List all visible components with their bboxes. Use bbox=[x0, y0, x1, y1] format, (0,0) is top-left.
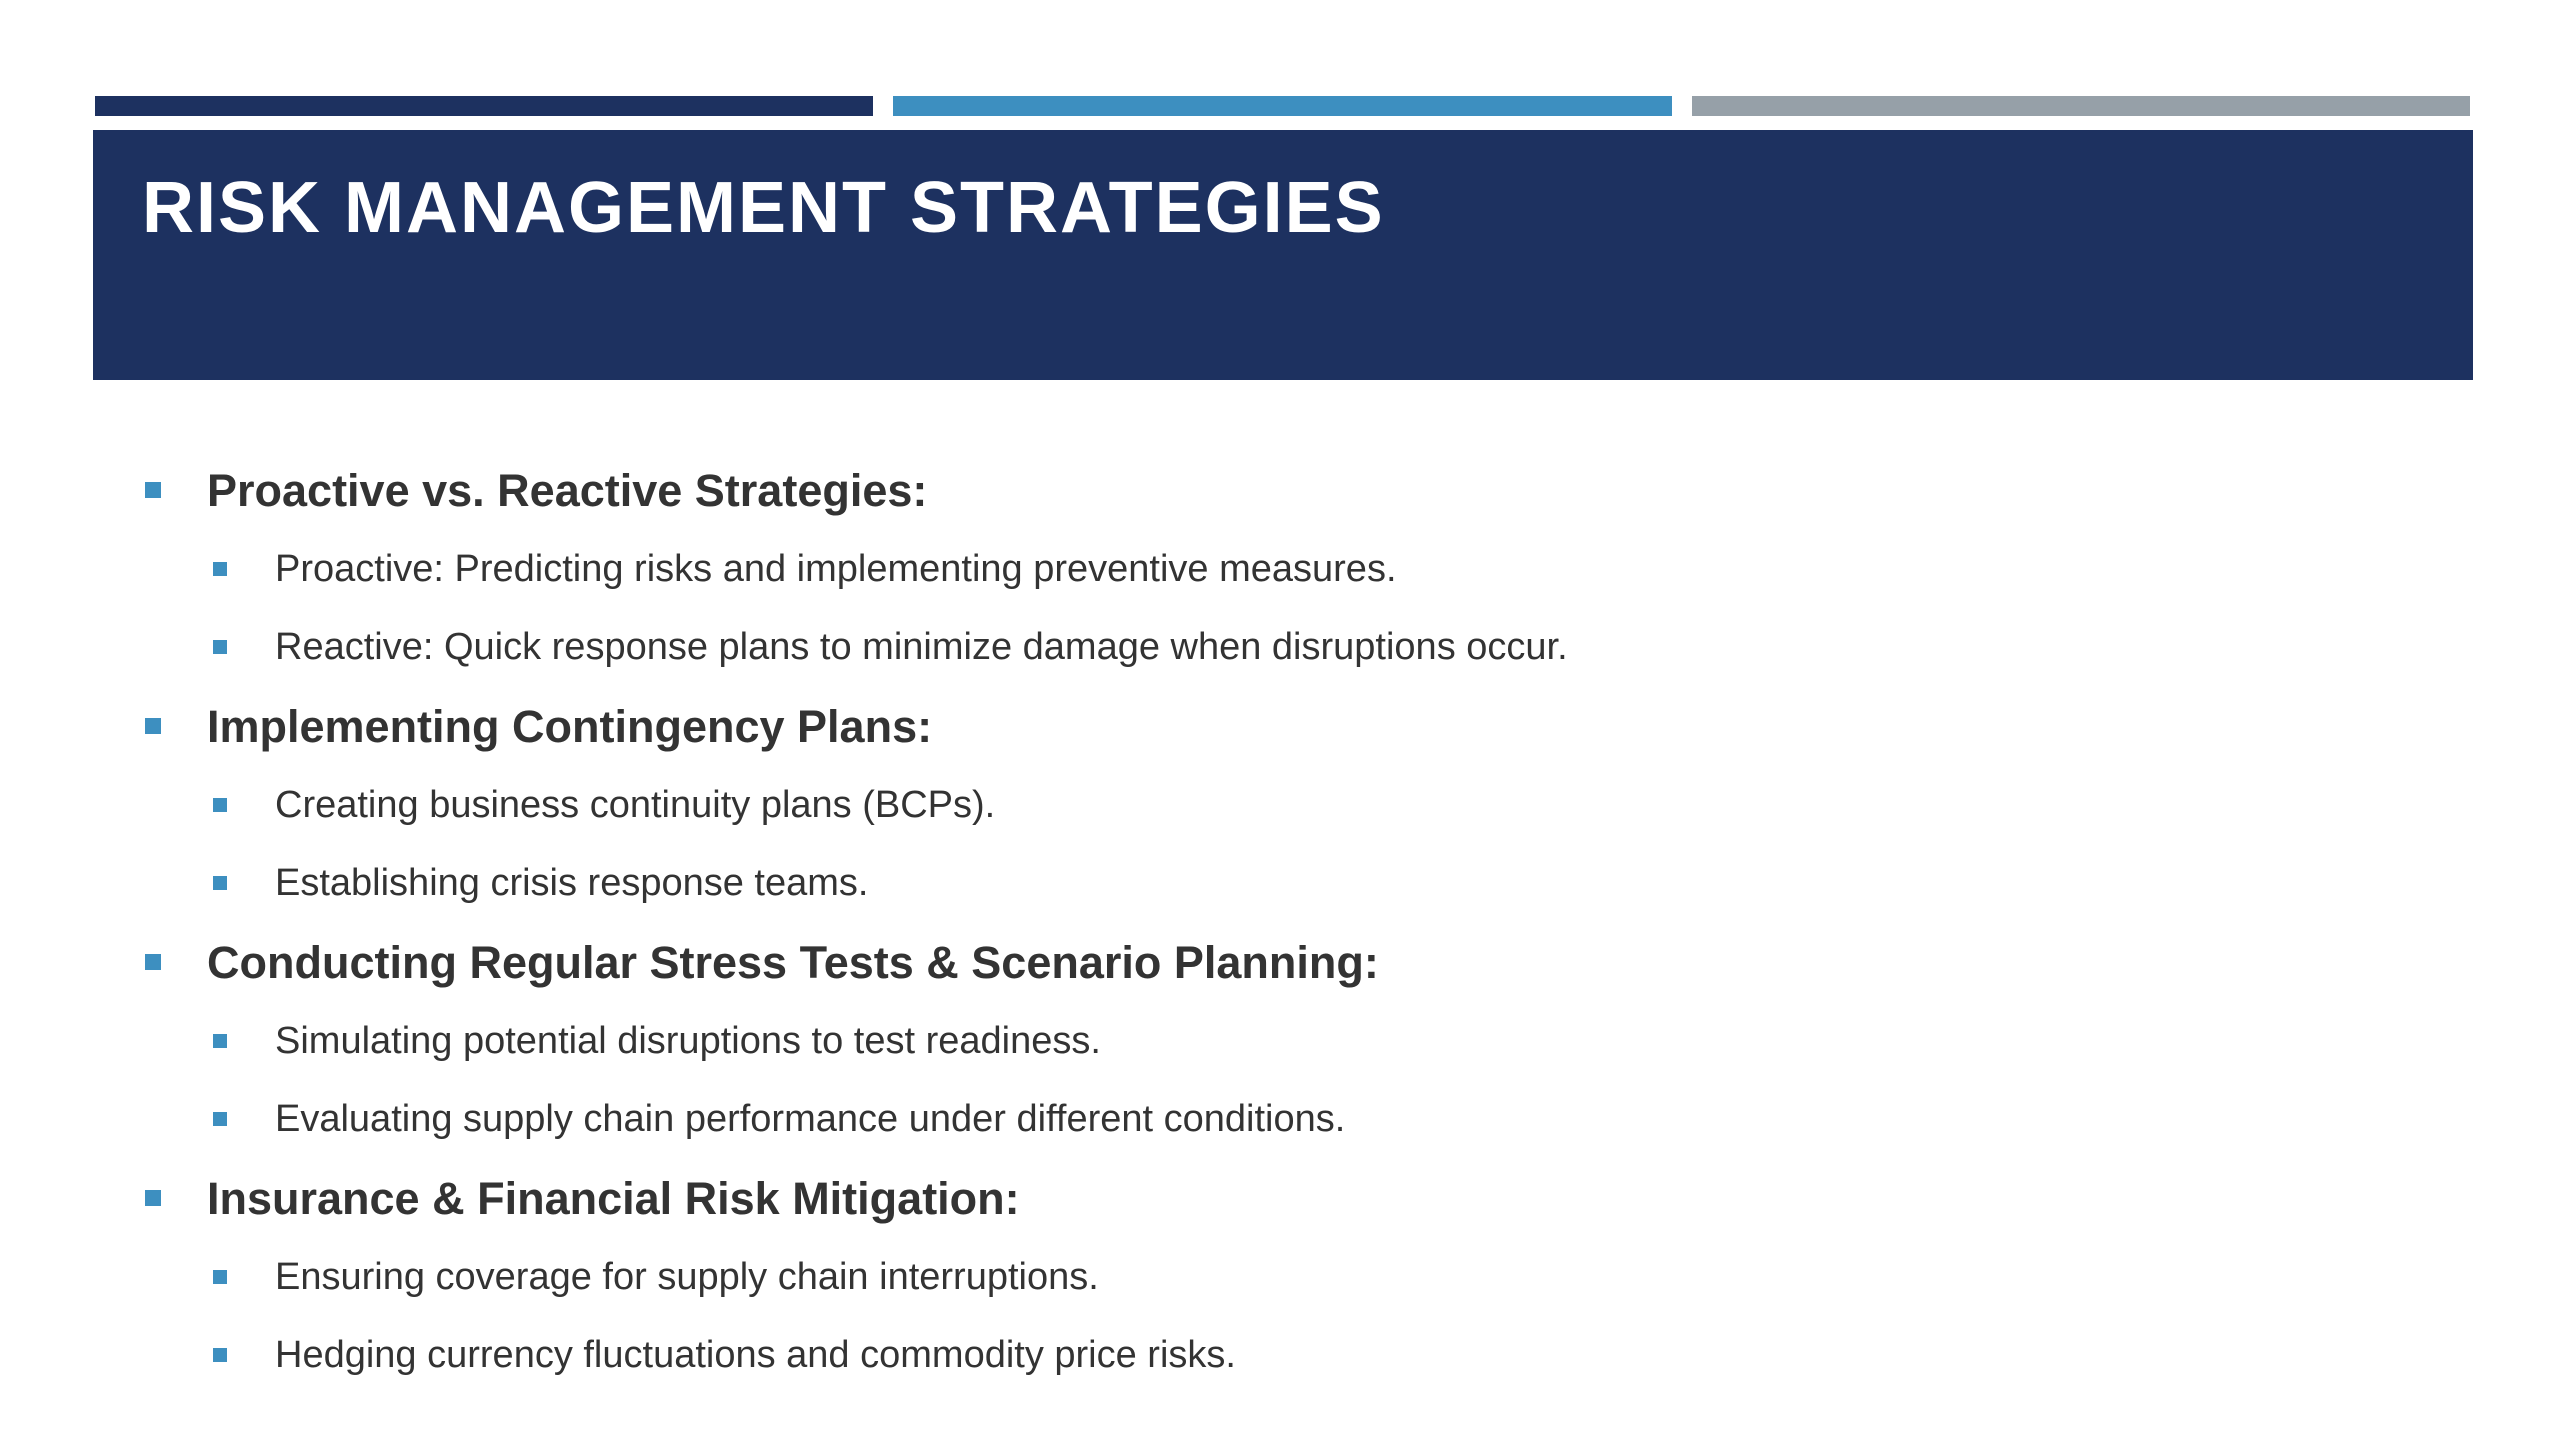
list-item-text: Ensuring coverage for supply chain interruptions. bbox=[275, 1256, 1099, 1298]
section-stress-tests bbox=[142, 922, 2442, 1158]
list-item bbox=[142, 1002, 2442, 1080]
list-item bbox=[142, 530, 2442, 608]
list-item bbox=[142, 766, 2442, 844]
accent-bar-blue bbox=[893, 96, 1672, 116]
bullet-list bbox=[142, 450, 2442, 1394]
square-bullet-icon bbox=[145, 718, 161, 734]
square-bullet-icon bbox=[213, 562, 227, 576]
list-item bbox=[142, 844, 2442, 922]
square-bullet-icon bbox=[145, 482, 161, 498]
square-bullet-icon bbox=[213, 798, 227, 812]
list-item bbox=[142, 608, 2442, 686]
section-heading: Conducting Regular Stress Tests & Scenario Planning: bbox=[207, 936, 1379, 988]
square-bullet-icon bbox=[213, 640, 227, 654]
section-contingency-plans bbox=[142, 686, 2442, 922]
section-heading-row bbox=[142, 1158, 2442, 1238]
list-item-text: Creating business continuity plans (BCPs). bbox=[275, 784, 996, 826]
section-heading-row bbox=[142, 922, 2442, 1002]
square-bullet-icon bbox=[213, 1348, 227, 1362]
section-heading: Implementing Contingency Plans: bbox=[207, 700, 933, 752]
section-heading-row bbox=[142, 450, 2442, 530]
accent-bar-dark bbox=[95, 96, 873, 116]
section-heading: Proactive vs. Reactive Strategies: bbox=[207, 464, 928, 516]
section-insurance bbox=[142, 1158, 2442, 1394]
list-item bbox=[142, 1316, 2442, 1394]
accent-bar-gray bbox=[1692, 96, 2470, 116]
section-heading: Insurance & Financial Risk Mitigation: bbox=[207, 1172, 1020, 1224]
list-item bbox=[142, 1238, 2442, 1316]
list-item-text: Reactive: Quick response plans to minimize damage when disruptions occur. bbox=[275, 626, 1568, 668]
section-heading-row bbox=[142, 686, 2442, 766]
square-bullet-icon bbox=[213, 1270, 227, 1284]
list-item-text: Proactive: Predicting risks and implementing preventive measures. bbox=[275, 548, 1397, 590]
section-proactive-reactive bbox=[142, 450, 2442, 686]
slide-title: RISK MANAGEMENT STRATEGIES bbox=[142, 168, 1385, 248]
list-item-text: Evaluating supply chain performance under different conditions. bbox=[275, 1098, 1346, 1140]
square-bullet-icon bbox=[145, 954, 161, 970]
list-item-text: Establishing crisis response teams. bbox=[275, 862, 869, 904]
list-item bbox=[142, 1080, 2442, 1158]
title-band bbox=[93, 130, 2473, 380]
square-bullet-icon bbox=[145, 1190, 161, 1206]
list-item-text: Hedging currency fluctuations and commodity price risks. bbox=[275, 1334, 1236, 1376]
square-bullet-icon bbox=[213, 1112, 227, 1126]
square-bullet-icon bbox=[213, 1034, 227, 1048]
square-bullet-icon bbox=[213, 876, 227, 890]
list-item-text: Simulating potential disruptions to test readiness. bbox=[275, 1020, 1101, 1062]
